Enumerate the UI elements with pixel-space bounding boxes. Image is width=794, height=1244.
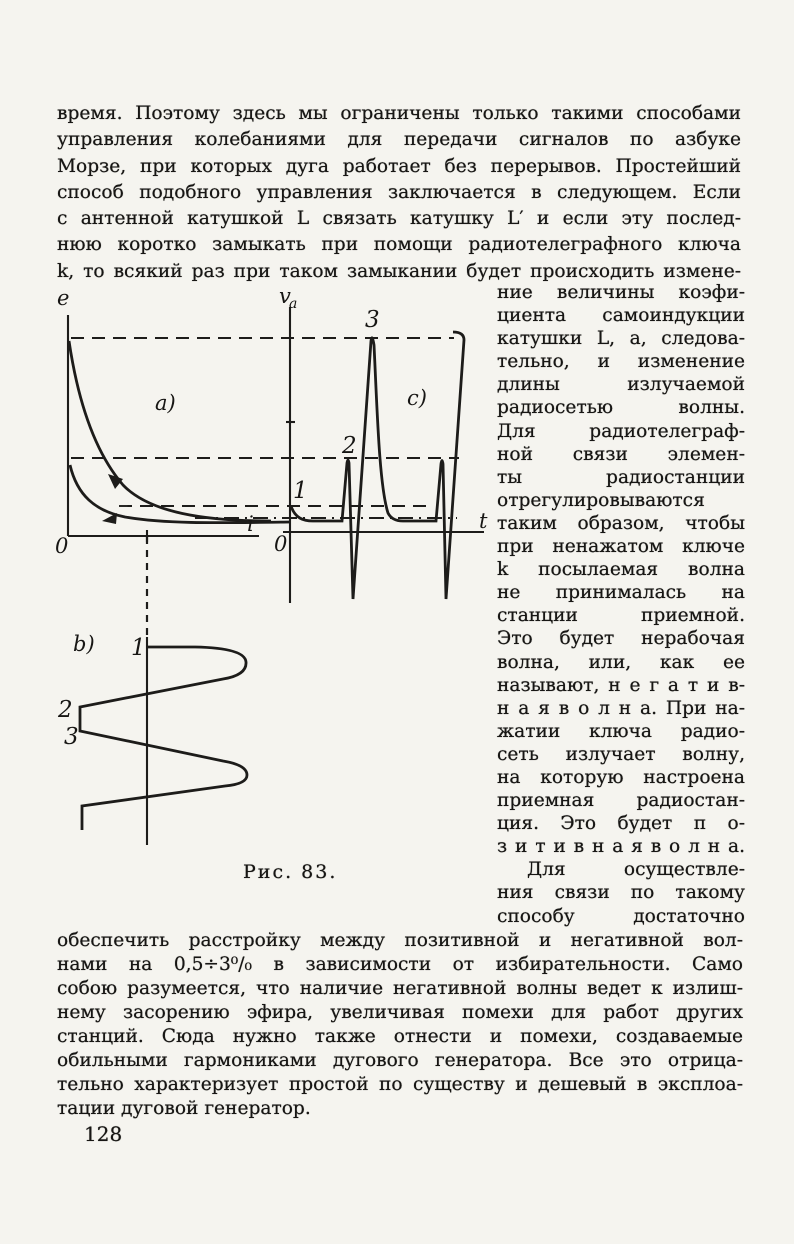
text-line: не принималась на xyxy=(497,582,745,604)
text-line: обеспечить расстройку между позитивной и негативной вол- xyxy=(57,930,743,951)
text-line: жатии ключа радио- xyxy=(497,720,745,742)
text-line: длины излучаемой xyxy=(497,374,745,396)
a-y-axis-label: e xyxy=(57,286,70,310)
text-line: ной связи элемен- xyxy=(497,443,745,465)
text-line: Морзе, при которых дуга работает без перерывов. Простейший xyxy=(57,155,741,177)
panel-a-label: a) xyxy=(155,391,176,415)
panel-c-label: c) xyxy=(407,386,427,410)
a-x-axis-label: i xyxy=(247,512,254,536)
text-line: время. Поэтому здесь мы ограничены только такими способами xyxy=(57,103,741,124)
text-line: Для осуществле- xyxy=(527,859,745,881)
c-point-1-label: 1 xyxy=(293,478,308,504)
text-line: на которую настроена xyxy=(497,766,745,788)
paragraph-top xyxy=(57,101,741,285)
text-line: нами на 0,5÷3⁰/₀ в зависимости от избирательности. Само xyxy=(57,954,743,975)
page-number: 128 xyxy=(84,1122,123,1146)
text-line: таким образом, чтобы xyxy=(497,512,745,534)
text-line: ние величины коэфи- xyxy=(497,282,745,303)
b-point-3-label: 3 xyxy=(64,724,79,750)
text-line: з и т и в н а я в о л н а. xyxy=(497,836,745,858)
c-x-axis-label: t xyxy=(479,509,488,533)
text-line: волна, или, как ее xyxy=(497,651,745,673)
text-line: называют, н е г а т и в- xyxy=(497,674,745,696)
text-line: нему засорению эфира, увеличивая помехи для работ других xyxy=(57,1002,743,1023)
text-line: ция. Это будет п о- xyxy=(497,813,745,835)
text-line: k посылаемая волна xyxy=(497,559,745,581)
text-line: с антенной катушкой L связать катушку L′ и если эту послед- xyxy=(57,208,741,230)
text-line: собою разумеется, что наличие негативной волны ведет к излиш- xyxy=(57,978,743,999)
panel-b-label: b) xyxy=(73,632,95,656)
figure-ris-83 xyxy=(55,285,495,900)
text-line: циента самоиндукции xyxy=(497,305,745,327)
c-voltage-curve xyxy=(291,332,464,599)
c-y-axis-label: v xyxy=(279,285,291,308)
text-line: ния связи по такому xyxy=(497,882,745,904)
panel-b xyxy=(57,632,247,845)
c-point-3-label: 3 xyxy=(365,307,380,333)
a-lower-curve-arrow xyxy=(102,513,117,524)
c-point-2-label: 2 xyxy=(342,433,357,459)
c-origin-label: 0 xyxy=(274,532,288,556)
text-line: катушки L, а, следова- xyxy=(497,328,745,350)
a-upper-decay-curve xyxy=(69,341,271,521)
text-line: обильными гармониками дугового генератора. Все это отрица- xyxy=(57,1050,743,1071)
text-line: станций. Сюда нужно также отнести и помехи, создаваемые xyxy=(57,1026,743,1047)
text-line: при ненажатом ключе xyxy=(497,536,745,558)
b-point-2-label: 2 xyxy=(58,697,73,723)
b-wave-curve xyxy=(80,647,247,830)
text-line: приемная радиостан- xyxy=(497,790,745,812)
b-point-1-label: 1 xyxy=(131,635,146,661)
text-line: способ подобного управления заключается в следующем. Если xyxy=(57,181,741,203)
text-line: нюю коротко замыкать при помощи радиотелеграфного ключа xyxy=(57,234,741,256)
text-line: тельно, и изменение xyxy=(497,351,745,373)
text-line: н а я в о л н а. При на- xyxy=(497,697,745,719)
text-line: k, то всякий раз при таком замыкании будет происходить измене- xyxy=(57,260,741,282)
text-line: Для радиотелеграф- xyxy=(497,420,745,442)
text-line: ты радиостанции xyxy=(497,466,745,488)
paragraph-right-column xyxy=(497,281,745,928)
figure-caption: Рис. 83. xyxy=(243,861,338,883)
text-line: управления колебаниями для передачи сигналов по азбуке xyxy=(57,129,741,151)
paragraph-bottom xyxy=(57,929,743,1121)
text-line: Это будет нерабочая xyxy=(497,628,745,650)
text-line: тельно характеризует простой по существу и дешевый в эксплоа- xyxy=(57,1074,743,1095)
c-y-axis-label-subscript: a xyxy=(289,296,298,312)
panel-c xyxy=(274,285,488,603)
text-line: станции приемной. xyxy=(497,605,745,627)
a-origin-label: 0 xyxy=(55,534,69,558)
text-line: отрегулировываются xyxy=(497,489,705,511)
text-line: сеть излучает волну, xyxy=(497,743,745,765)
text-line: тации дуговой генератор. xyxy=(57,1098,311,1119)
text-line: радиосетью волны. xyxy=(497,397,745,419)
text-line: способу достаточно xyxy=(497,905,745,927)
